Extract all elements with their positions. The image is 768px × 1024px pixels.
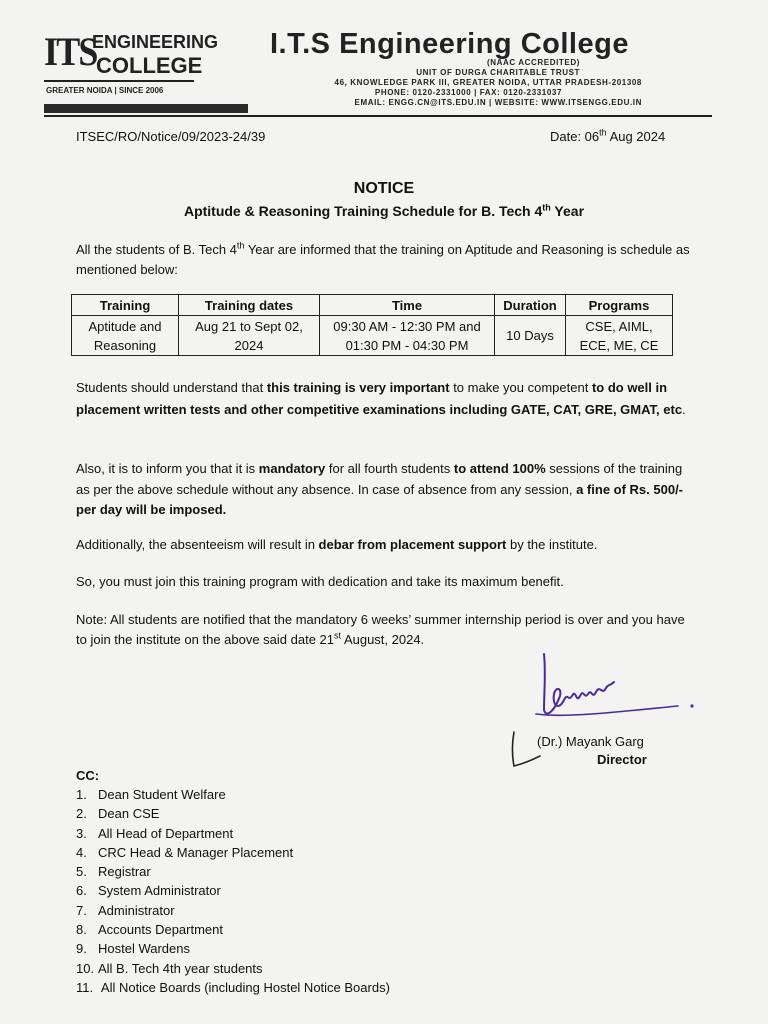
importance-paragraph: Students should understand that this training is very important to make you competent to do well in placement written tests and other competitive examinations including GATE, CAT, GRE, GMAT, etc.: [76, 380, 686, 417]
list-item: 11. All Notice Boards (including Hostel Notice Boards): [76, 979, 390, 995]
reference-number: ITSEC/RO/Notice/09/2023-24/39: [76, 129, 266, 144]
list-item: 4. CRC Head & Manager Placement: [76, 844, 294, 860]
notice-subtitle: Aptitude & Reasoning Training Schedule for B. Tech 4th Year: [183, 202, 585, 219]
phone-fax-line: PHONE: 0120-2331000 | FAX: 0120-2331037: [374, 88, 562, 97]
signatory-name: (Dr.) Mayank Garg: [537, 734, 644, 749]
list-item: 1. Dean Student Welfare: [76, 787, 226, 802]
list-item: 3. All Head of Department: [76, 825, 234, 841]
logo-tagline: GREATER NOIDA | SINCE 2006: [46, 86, 164, 95]
cell-duration: 10 Days: [495, 316, 566, 356]
intro-paragraph: All the students of B. Tech 4th Year are informed that the training on Aptitude and Reasoning is schedule as mentioned below:: [76, 240, 690, 277]
list-item: 5. Registrar: [76, 864, 151, 880]
table-row: [72, 316, 673, 356]
cell-time: 09:30 AM - 12:30 PM and 01:30 PM - 04:30 PM: [320, 316, 495, 356]
cell-programs: CSE, AIML, ECE, ME, CE: [566, 316, 673, 356]
address-line: 46, KNOWLEDGE PARK III, GREATER NOIDA, UTTAR PRADESH-201308: [334, 78, 642, 87]
header-rule-thick: [44, 104, 248, 113]
college-name: I.T.S Engineering College: [270, 28, 629, 60]
trust-line: UNIT OF DURGA CHARITABLE TRUST: [416, 68, 580, 77]
list-item: 6. System Administrator: [76, 883, 221, 899]
cell-dates: Aug 21 to Sept 02, 2024: [179, 316, 320, 356]
table-header: Training: [72, 295, 179, 316]
cell-training: Aptitude and Reasoning: [72, 316, 179, 356]
mandatory-paragraph: Also, it is to inform you that it is mandatory for all fourth students to attend 100% sessions of the training as per the above schedule without any absence. In case of absence from any session, a fine of Rs. 500/- per day will be imposed.: [76, 461, 684, 517]
logo-college-text: COLLEGE: [96, 53, 203, 78]
header-rule: [44, 115, 712, 117]
table-header: Duration: [495, 295, 566, 316]
notice-date: Date: 06th Aug 2024: [550, 127, 666, 144]
list-item: 2. Dean CSE: [76, 806, 160, 822]
schedule-table: [71, 294, 673, 356]
accreditation: (NAAC ACCREDITED): [486, 58, 580, 67]
signatory-title: Director: [597, 752, 647, 767]
table-header-row: [72, 295, 673, 316]
email-website-line: EMAIL: ENGG.CN@ITS.EDU.IN | WEBSITE: WWW.ITSENGG.EDU.IN: [354, 98, 642, 107]
note-paragraph: Note: All students are notified that the mandatory 6 weeks’ summer internship period is over and you have to join the institute on the above said date 21st August, 2024.: [76, 612, 685, 647]
cc-label: CC:: [76, 768, 100, 783]
logo-divider: [44, 80, 194, 82]
list-item: 8. Accounts Department: [76, 922, 224, 938]
dedication-paragraph: So, you must join this training program with dedication and take its maximum benefit.: [76, 574, 564, 589]
cc-list: [76, 785, 390, 997]
logo-its-mark: ITS: [44, 29, 97, 74]
college-logo: [44, 29, 219, 100]
absenteeism-paragraph: Additionally, the absenteeism will result in debar from placement support by the institute.: [76, 537, 598, 552]
logo-engineering-text: ENGINEERING: [92, 32, 219, 52]
notice-title: NOTICE: [353, 180, 415, 197]
list-item: 10. All B. Tech 4th year students: [76, 960, 263, 976]
table-header: Programs: [566, 295, 673, 316]
list-item: 7. Administrator: [76, 902, 175, 918]
table-header: Time: [320, 295, 495, 316]
table-header: Training dates: [179, 295, 320, 316]
list-item: 9. Hostel Wardens: [76, 941, 190, 957]
